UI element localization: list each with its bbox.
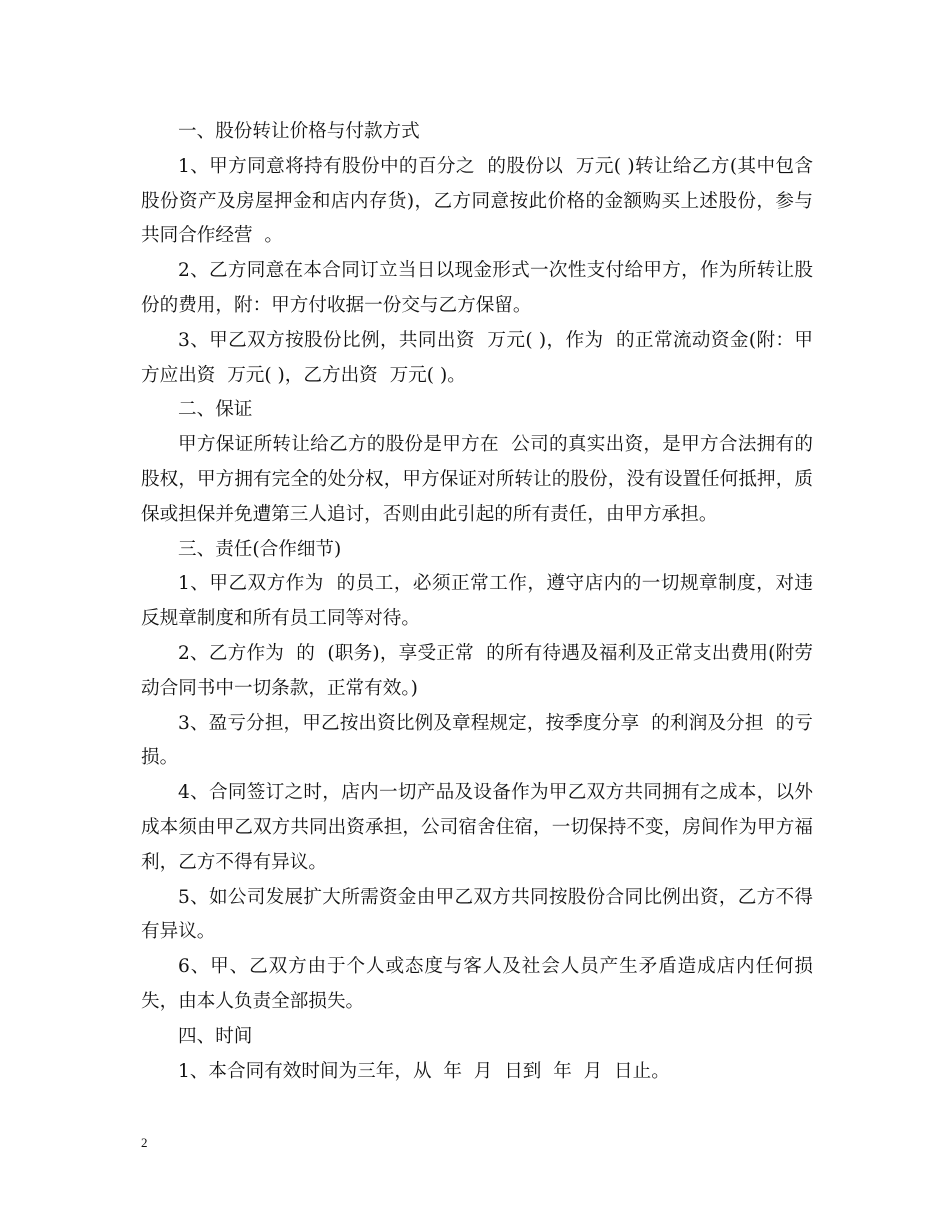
clause-joint-capital: 3、甲乙双方按股份比例，共同出资 万元( )，作为 的正常流动资金(附：甲方应出资 万元( )，乙方出资 万元( )。 (141, 329, 813, 386)
document-body (141, 115, 813, 1089)
section-heading-guarantee: 二、保证 (178, 399, 253, 421)
clause-guarantee: 甲方保证所转让给乙方的股份是甲方在 公司的真实出资，是甲方合法拥有的股权，甲方拥有完全的处分权，甲方保证对所转让的股份，没有设置任何抵押，质保或担保并免遭第三人追讨，否则由此引起的所有责任，由甲方承担。 (141, 434, 813, 525)
page-number: 2 (141, 1135, 148, 1150)
section-heading-price-payment: 一、股份转让价格与付款方式 (178, 121, 420, 142)
clause-personal-liability: 6、甲、乙双方由于个人或态度与客人及社会人员产生矛盾造成店内任何损失，由本人负责全部损失。 (141, 956, 813, 1012)
clause-cash-payment: 2、乙方同意在本合同订立当日以现金形式一次性支付给甲方，作为所转让股份的费用，附：甲方付收据一份交与乙方保留。 (141, 260, 813, 316)
clause-contract-term: 1、本合同有效时间为三年，从 年 月 日到 年 月 日止。 (178, 1060, 670, 1082)
clause-profit-loss: 3、盈亏分担，甲乙按出资比例及章程规定，按季度分享 的利润及分担 的亏损。 (141, 712, 813, 769)
clause-share-transfer: 1、甲方同意将持有股份中的百分之 的股份以 万元( )转让给乙方(其中包含股份资产及房屋押金和店内存货)，乙方同意按此价格的金额购买上述股份，参与共同合作经营 。 (141, 155, 813, 247)
clause-shared-assets: 4、合同签订之时，店内一切产品及设备作为甲乙双方共同拥有之成本，以外成本须由甲乙双方共同出资承担，公司宿舍住宿，一切保持不变，房间作为甲方福利，乙方不得有异议。 (141, 782, 813, 873)
section-heading-responsibility: 三、责任(合作细节) (178, 538, 342, 560)
clause-employee-duties: 1、甲乙双方作为 的员工，必须正常工作，遵守店内的一切规章制度，对违反规章制度和所有员工同等对待。 (141, 573, 813, 630)
clause-expansion-funding: 5、如公司发展扩大所需资金由甲乙双方共同按股份合同比例出资，乙方不得有异议。 (141, 886, 813, 943)
clause-position-benefits: 2、乙方作为 的 (职务)，享受正常 的所有待遇及福利及正常支出费用(附劳动合同书中一切条款，正常有效。) (141, 642, 813, 699)
section-heading-term: 四、时间 (178, 1025, 253, 1047)
